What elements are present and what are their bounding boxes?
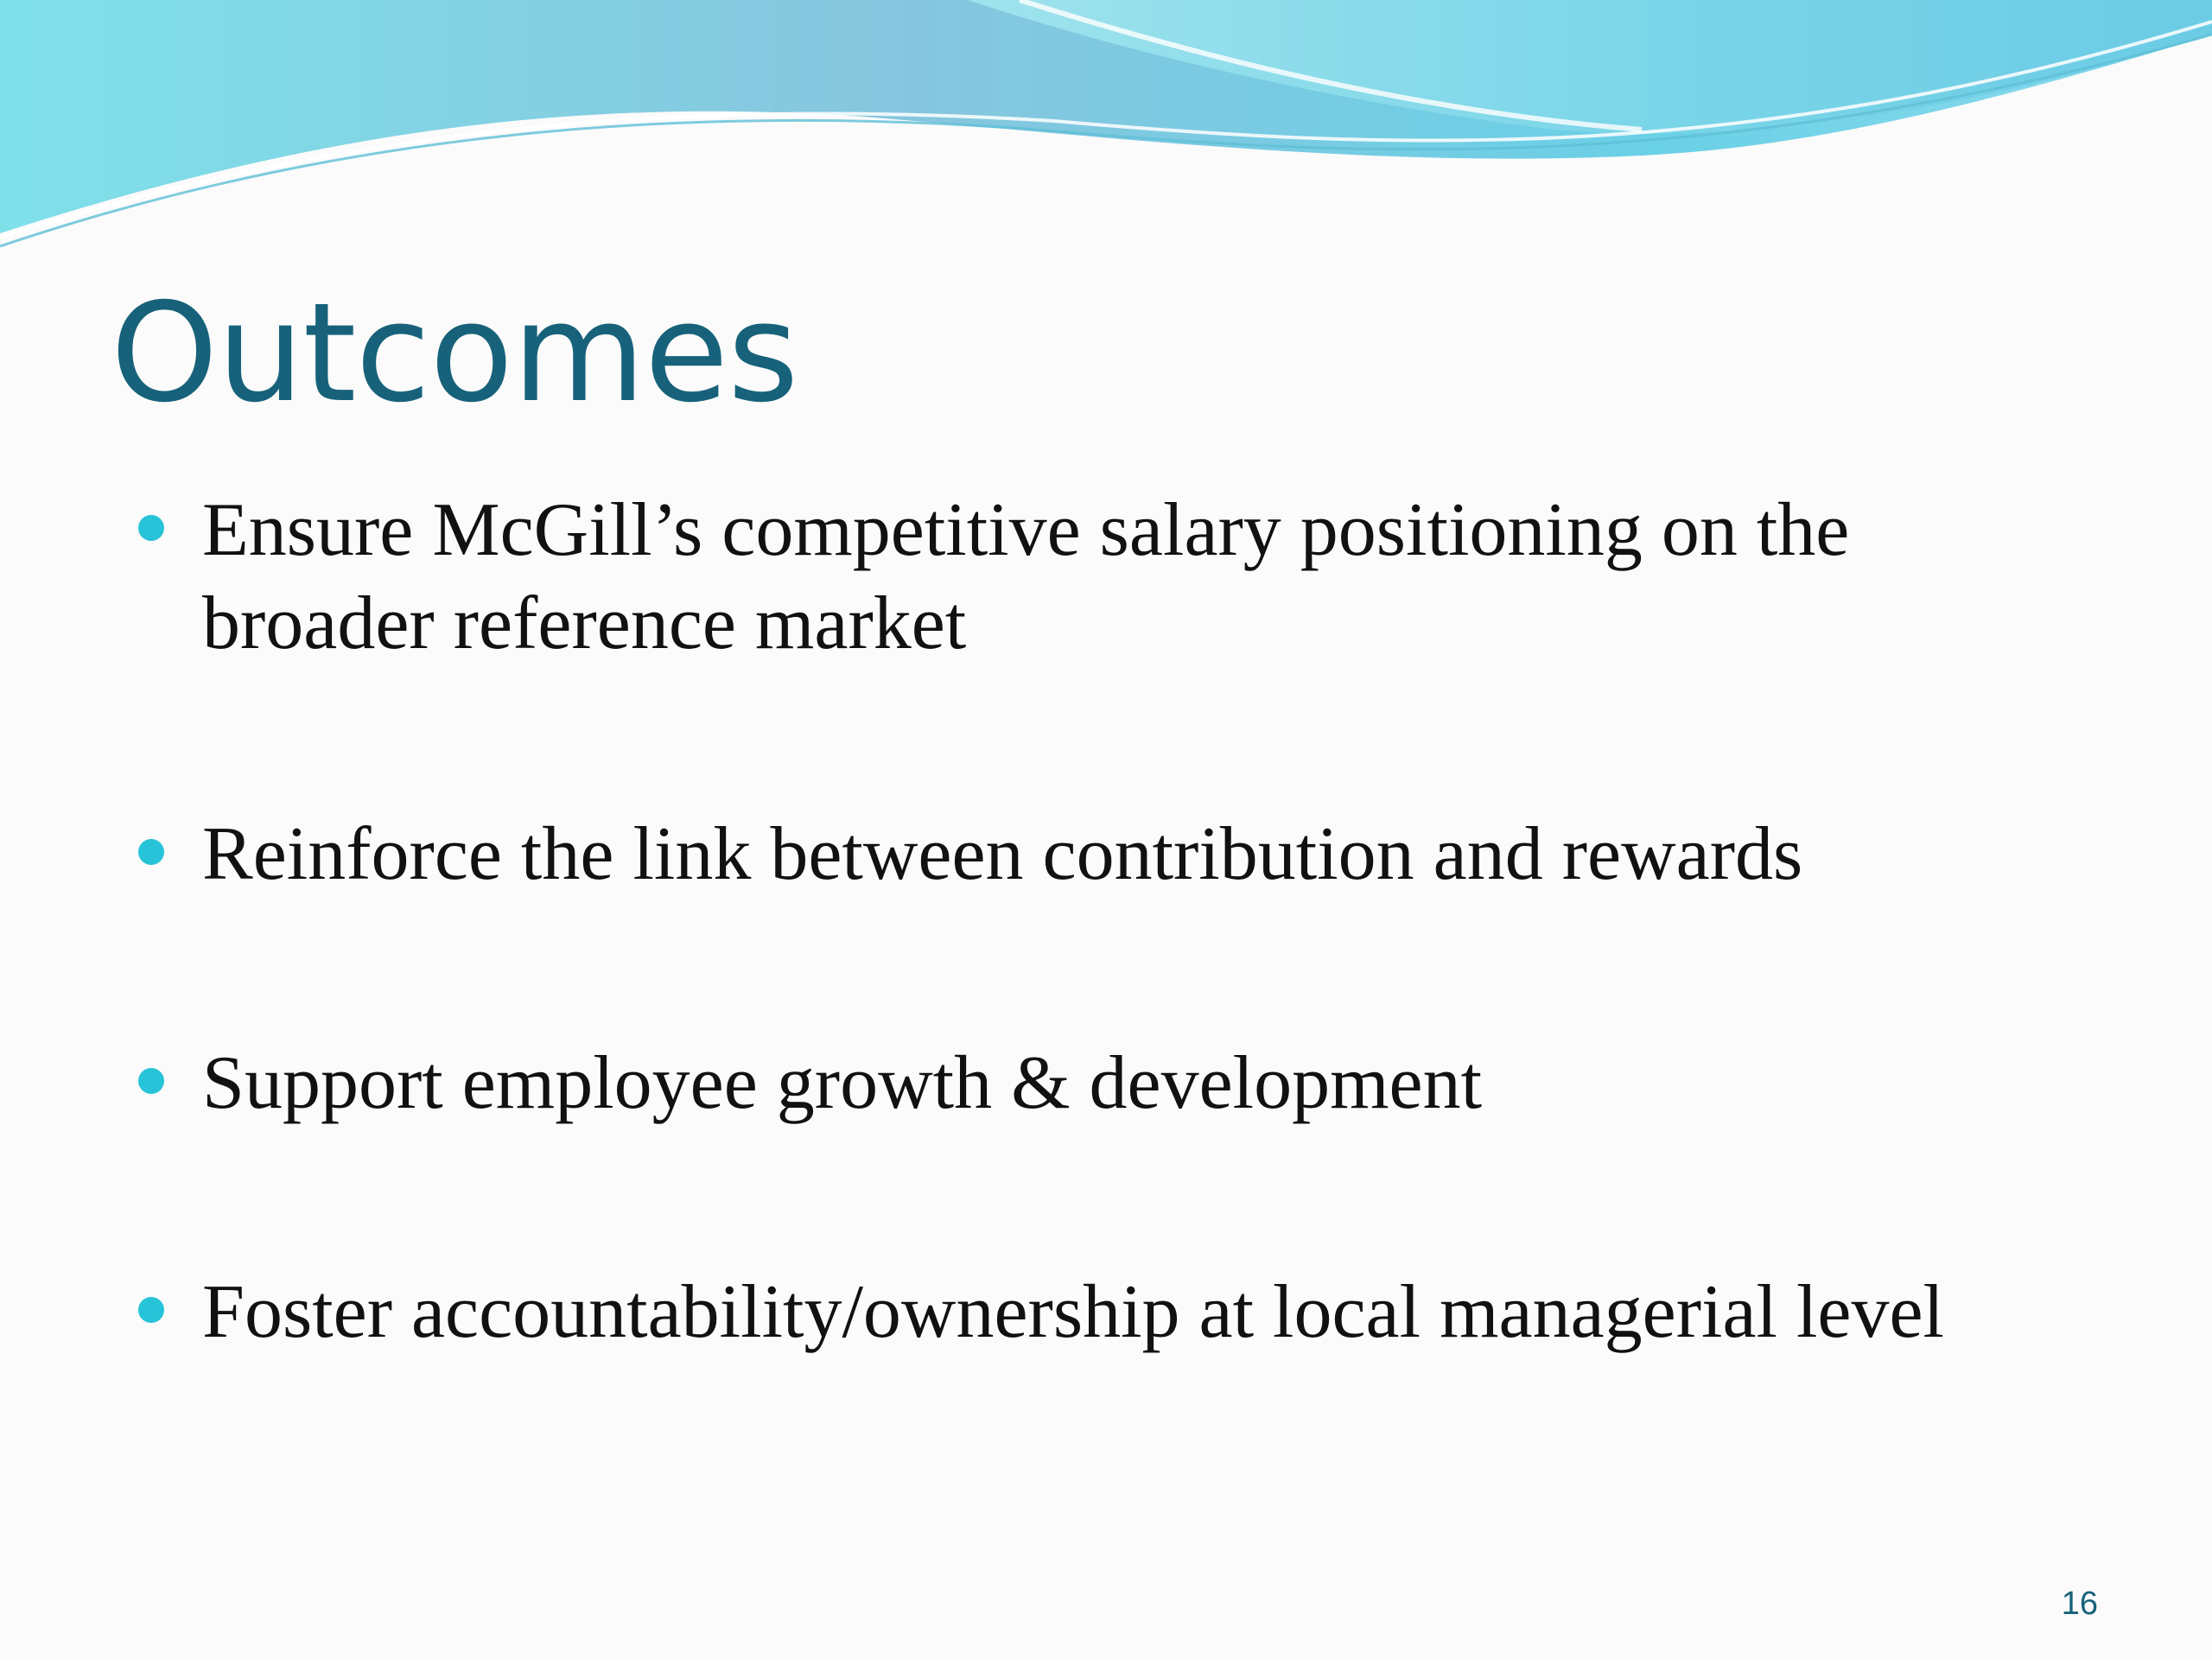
bullet-item bbox=[138, 484, 2074, 671]
bullet-icon bbox=[138, 1297, 164, 1323]
wave-header-decoration bbox=[0, 0, 2212, 259]
bullet-icon bbox=[138, 1068, 164, 1094]
bullet-icon bbox=[138, 839, 164, 865]
bullet-icon bbox=[138, 515, 164, 541]
slide-title: Outcomes bbox=[111, 274, 798, 433]
bullet-text: Reinforce the link between contribution and rewards bbox=[202, 812, 1803, 896]
bullet-item bbox=[138, 808, 2074, 901]
bullet-text: Ensure McGill’s competitive salary positioning on the broader reference market bbox=[202, 488, 1850, 665]
bullet-item bbox=[138, 1037, 2074, 1130]
page-number: 16 bbox=[2061, 1586, 2098, 1622]
bullet-item bbox=[138, 1266, 2074, 1359]
bullet-text: Support employee growth & development bbox=[202, 1041, 1483, 1125]
bullet-text: Foster accountability/ownership at local managerial level bbox=[202, 1270, 1944, 1354]
